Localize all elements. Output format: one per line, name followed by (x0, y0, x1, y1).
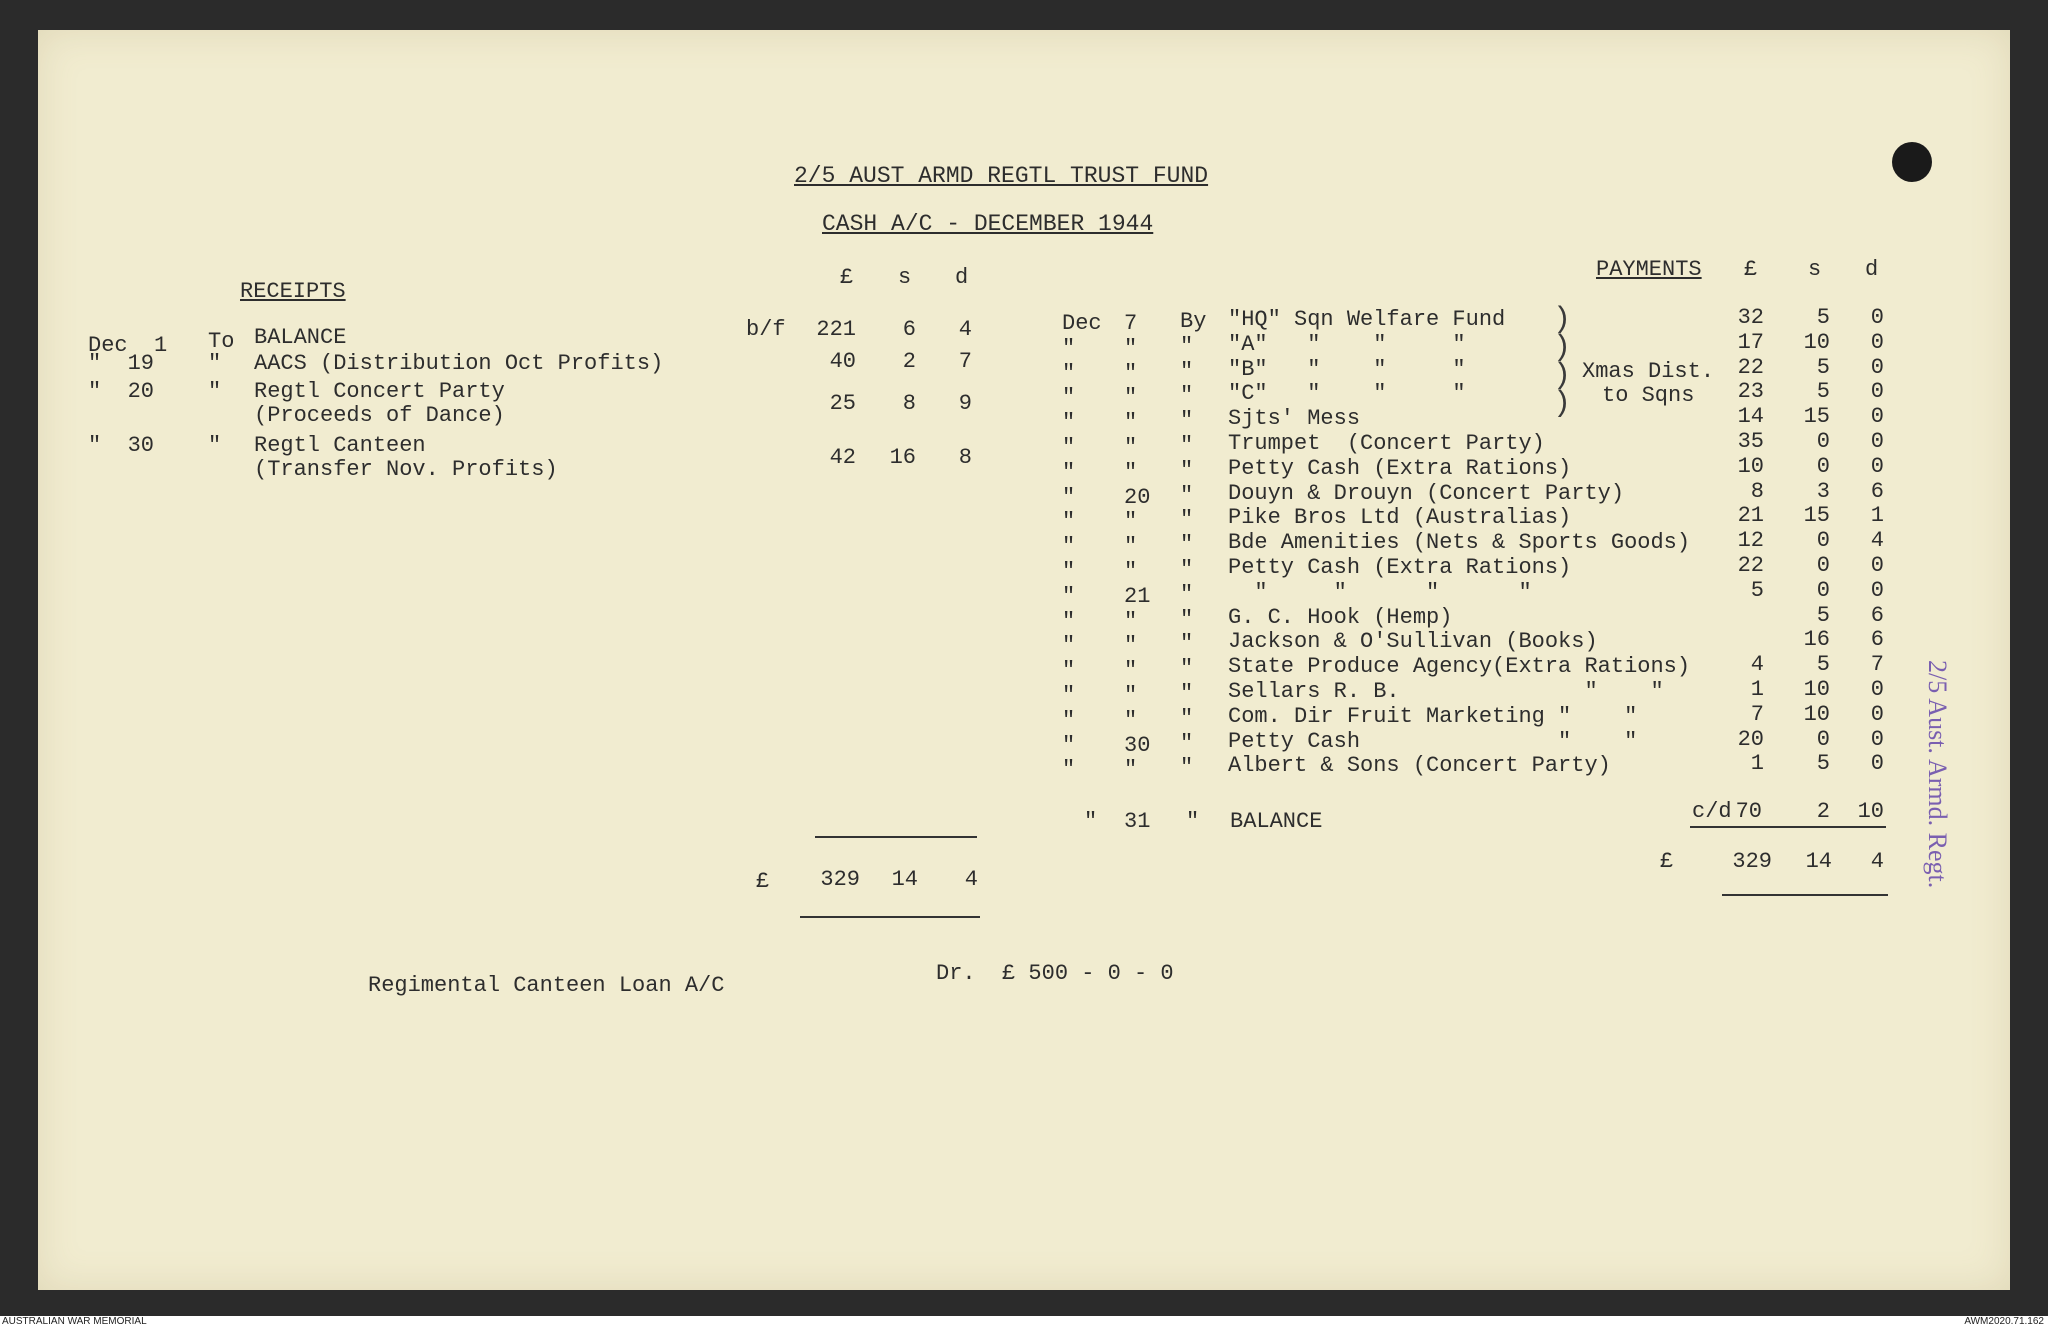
payment-day: " (1124, 336, 1138, 361)
payment-pence: 0 (1870, 305, 1884, 330)
payment-pence: 4 (1870, 528, 1884, 553)
payment-pence: 0 (1870, 454, 1884, 479)
receipts-heading: RECEIPTS (240, 279, 346, 304)
receipt-description-2: (Proceeds of Dance) (254, 403, 505, 428)
receipt-prefix: " (208, 379, 222, 404)
payment-pounds: 35 (1737, 429, 1764, 454)
receipts-total-sign: £ (756, 869, 770, 894)
payment-pence: 6 (1870, 479, 1884, 504)
payment-day: " (1124, 460, 1138, 485)
payment-shillings: 15 (1803, 503, 1830, 528)
payment-c3: " (1180, 334, 1194, 359)
payment-pence: 0 (1870, 553, 1884, 578)
payment-day: " (1124, 757, 1138, 782)
payments-col-shillings: s (1808, 257, 1822, 282)
payment-c3: " (1180, 458, 1194, 483)
payment-pounds: 23 (1737, 379, 1764, 404)
receipt-pounds: 221 (816, 317, 856, 342)
payment-pounds: 4 (1750, 652, 1764, 677)
payments-col-pound: £ (1744, 257, 1758, 282)
receipt-shillings: 16 (889, 445, 916, 470)
payment-day: " (1124, 559, 1138, 584)
balance-note: c/d (1692, 799, 1732, 824)
payment-pence: 0 (1870, 429, 1884, 454)
payment-pence: 0 (1870, 355, 1884, 380)
payment-description: Bde Amenities (Nets & Sports Goods) (1228, 530, 1691, 555)
payment-c3: " (1180, 557, 1194, 582)
receipt-description: AACS (Distribution Oct Profits) (254, 351, 664, 376)
payment-description: "B" " " " (1228, 357, 1466, 382)
receipt-date: " 30 (88, 433, 155, 458)
receipts-total-shillings: 14 (891, 867, 918, 892)
receipt-pence: 8 (958, 445, 972, 470)
unit-stamp: 2/5 Aust. Armd. Regt. (1923, 660, 1952, 889)
payment-pence: 0 (1870, 379, 1884, 404)
payment-c1: " (1062, 757, 1076, 782)
payment-c1: " (1062, 733, 1076, 758)
receipt-pounds: 25 (829, 391, 856, 416)
payment-c1: " (1062, 584, 1076, 609)
balance-day: 31 (1124, 809, 1151, 834)
payment-c3: " (1180, 408, 1194, 433)
payment-day: 21 (1124, 584, 1151, 609)
receipt-pence: 7 (958, 349, 972, 374)
payment-shillings: 10 (1803, 330, 1830, 355)
payment-day: " (1124, 385, 1138, 410)
payments-total-pounds: 329 (1732, 849, 1772, 874)
payment-c3: " (1180, 631, 1194, 656)
receipts-total-pence: 4 (964, 867, 978, 892)
receipts-col-pence: d (955, 265, 969, 290)
payment-pence: 0 (1870, 330, 1884, 355)
payments-total-pence: 4 (1870, 849, 1884, 874)
payment-shillings: 5 (1816, 305, 1830, 330)
receipt-pounds: 42 (829, 445, 856, 470)
receipt-prefix: " (208, 351, 222, 376)
payment-description: Pike Bros Ltd (Australias) (1228, 505, 1572, 530)
payment-shillings: 5 (1816, 652, 1830, 677)
payment-description: Albert & Sons (Concert Party) (1228, 753, 1611, 778)
balance-underline (1690, 826, 1886, 828)
payment-pounds: 5 (1750, 578, 1764, 603)
payment-c1: " (1062, 683, 1076, 708)
receipts-total-pounds: 329 (820, 867, 860, 892)
balance-label: BALANCE (1230, 809, 1323, 834)
payment-shillings: 5 (1816, 355, 1830, 380)
payment-pounds: 8 (1750, 479, 1764, 504)
payment-c3: " (1180, 607, 1194, 632)
receipt-prefix: To (208, 329, 235, 354)
payment-c3: " (1180, 706, 1194, 731)
payment-day: 30 (1124, 733, 1151, 758)
payment-pence: 7 (1870, 652, 1884, 677)
payment-c3: " (1180, 383, 1194, 408)
payment-pence: 0 (1870, 404, 1884, 429)
payment-pence: 0 (1870, 702, 1884, 727)
payment-c3: " (1180, 359, 1194, 384)
payment-c1: " (1062, 509, 1076, 534)
payments-rule-bottom (1722, 894, 1888, 896)
payment-c1: " (1062, 460, 1076, 485)
receipt-note: b/f (746, 317, 786, 342)
payment-day: " (1124, 435, 1138, 460)
payment-c1: Dec (1062, 311, 1102, 336)
receipts-col-shillings: s (898, 265, 912, 290)
payment-day: 20 (1124, 485, 1151, 510)
payment-c3: " (1180, 433, 1194, 458)
payment-shillings: 16 (1803, 627, 1830, 652)
payment-pounds: 14 (1737, 404, 1764, 429)
payment-shillings: 5 (1816, 379, 1830, 404)
payment-shillings: 0 (1816, 429, 1830, 454)
payment-c1: " (1062, 385, 1076, 410)
payment-shillings: 3 (1816, 479, 1830, 504)
payment-description: Petty Cash (Extra Rations) (1228, 456, 1572, 481)
balance-pence: 10 (1857, 799, 1884, 824)
payment-day: " (1124, 708, 1138, 733)
footer-bar (0, 1316, 2048, 1328)
payment-description: Douyn & Drouyn (Concert Party) (1228, 481, 1625, 506)
payment-pence: 1 (1870, 503, 1884, 528)
receipt-description-2: (Transfer Nov. Profits) (254, 457, 558, 482)
payment-pounds: 10 (1737, 454, 1764, 479)
payment-shillings: 10 (1803, 677, 1830, 702)
payment-pence: 6 (1870, 627, 1884, 652)
payment-shillings: 5 (1816, 751, 1830, 776)
payment-c3: " (1180, 656, 1194, 681)
payment-c1: " (1062, 609, 1076, 634)
receipt-date: Dec 1 (88, 333, 168, 358)
payment-pence: 0 (1870, 677, 1884, 702)
payment-description: "C" " " " (1228, 381, 1466, 406)
payment-c1: " (1062, 708, 1076, 733)
payment-c3: " (1180, 582, 1194, 607)
balance-pounds: 70 (1735, 799, 1762, 824)
payment-pounds: 12 (1737, 528, 1764, 553)
payment-description: Sellars R. B. " " (1228, 679, 1664, 704)
payment-description: "A" " " " (1228, 332, 1466, 357)
payment-day: 7 (1124, 311, 1138, 336)
payments-col-pence: d (1865, 257, 1879, 282)
payment-c3: " (1180, 681, 1194, 706)
payment-c1: " (1062, 658, 1076, 683)
payment-pounds: 21 (1737, 503, 1764, 528)
payment-pence: 0 (1870, 727, 1884, 752)
payment-description: State Produce Agency(Extra Rations) (1228, 654, 1691, 679)
payment-shillings: 5 (1816, 603, 1830, 628)
payment-day: " (1124, 683, 1138, 708)
payment-c3: " (1180, 532, 1194, 557)
payment-pence: 6 (1870, 603, 1884, 628)
payment-shillings: 0 (1816, 528, 1830, 553)
payments-total-shillings: 14 (1805, 849, 1832, 874)
receipt-date: " 20 (88, 379, 155, 404)
document-title: 2/5 AUST ARMD REGTL TRUST FUND (794, 163, 1209, 189)
payment-description: G. C. Hook (Hemp) (1228, 605, 1453, 630)
receipt-prefix: " (208, 433, 222, 458)
payment-pence: 0 (1870, 578, 1884, 603)
balance-c3: " (1186, 809, 1200, 834)
payment-shillings: 0 (1816, 454, 1830, 479)
payment-description: Trumpet (Concert Party) (1228, 431, 1545, 456)
receipt-shillings: 8 (902, 391, 916, 416)
payment-c3: " (1180, 483, 1194, 508)
receipt-description: Regtl Canteen (254, 433, 426, 458)
receipt-pence: 4 (958, 317, 972, 342)
payment-day: " (1124, 410, 1138, 435)
footer-id: AWM2020.71.162 (1964, 1316, 2044, 1327)
payments-heading: PAYMENTS (1596, 257, 1702, 282)
payment-c1: " (1062, 361, 1076, 386)
payment-c3: By (1180, 309, 1207, 334)
payment-description: Sjts' Mess (1228, 406, 1361, 431)
receipts-col-pound: £ (840, 265, 854, 290)
payments-total-sign: £ (1660, 849, 1674, 874)
payment-pounds: 22 (1737, 553, 1764, 578)
payment-c1: " (1062, 534, 1076, 559)
payment-c1: " (1062, 559, 1076, 584)
receipts-rule-bottom (800, 916, 980, 918)
payment-shillings: 0 (1816, 553, 1830, 578)
payment-shillings: 15 (1803, 404, 1830, 429)
receipt-shillings: 2 (902, 349, 916, 374)
document-subtitle: CASH A/C - DECEMBER 1944 (822, 211, 1154, 237)
payment-day: " (1124, 534, 1138, 559)
xmas-note-1: Xmas Dist. (1582, 359, 1715, 384)
balance-c1: " (1084, 809, 1098, 834)
payment-c1: " (1062, 336, 1076, 361)
payment-description: Com. Dir Fruit Marketing " " (1228, 704, 1638, 729)
payment-c1: " (1062, 435, 1076, 460)
payment-day: " (1124, 658, 1138, 683)
payment-description: " " " " (1228, 580, 1532, 605)
payment-day: " (1124, 509, 1138, 534)
payment-pounds: 20 (1737, 727, 1764, 752)
balance-shillings: 2 (1816, 799, 1830, 824)
payment-pounds: 1 (1750, 751, 1764, 776)
xmas-note-2: to Sqns (1602, 383, 1695, 408)
payment-pounds: 7 (1750, 702, 1764, 727)
payment-shillings: 10 (1803, 702, 1830, 727)
punch-hole (1892, 142, 1932, 182)
receipts-rule-top (815, 836, 977, 838)
payment-c1: " (1062, 633, 1076, 658)
payment-description: "HQ" Sqn Welfare Fund (1228, 307, 1506, 332)
payment-pence: 0 (1870, 751, 1884, 776)
receipt-description: Regtl Concert Party (254, 379, 505, 404)
payment-shillings: 0 (1816, 727, 1830, 752)
receipt-shillings: 6 (902, 317, 916, 342)
payment-pounds: 17 (1737, 330, 1764, 355)
brace-icon: ) ) ) ) (1553, 303, 1572, 421)
payment-pounds: 32 (1737, 305, 1764, 330)
payment-description: Jackson & O'Sullivan (Books) (1228, 629, 1598, 654)
loan-amount: Dr. £ 500 - 0 - 0 (936, 961, 1174, 986)
payment-pounds: 1 (1750, 677, 1764, 702)
payment-day: " (1124, 633, 1138, 658)
payment-description: Petty Cash (Extra Rations) (1228, 555, 1572, 580)
receipt-pence: 9 (958, 391, 972, 416)
payment-day: " (1124, 361, 1138, 386)
payment-c1: " (1062, 410, 1076, 435)
receipt-description: BALANCE (254, 325, 347, 350)
payment-c3: " (1180, 507, 1194, 532)
loan-label: Regimental Canteen Loan A/C (368, 973, 725, 998)
receipt-date: " 19 (88, 351, 155, 376)
payment-c3: " (1180, 755, 1194, 780)
payment-c1: " (1062, 485, 1076, 510)
payment-day: " (1124, 609, 1138, 634)
payment-shillings: 0 (1816, 578, 1830, 603)
payment-pounds: 22 (1737, 355, 1764, 380)
payment-c3: " (1180, 731, 1194, 756)
receipt-pounds: 40 (829, 349, 856, 374)
payment-description: Petty Cash " " (1228, 729, 1638, 754)
footer-source: AUSTRALIAN WAR MEMORIAL (2, 1316, 147, 1327)
